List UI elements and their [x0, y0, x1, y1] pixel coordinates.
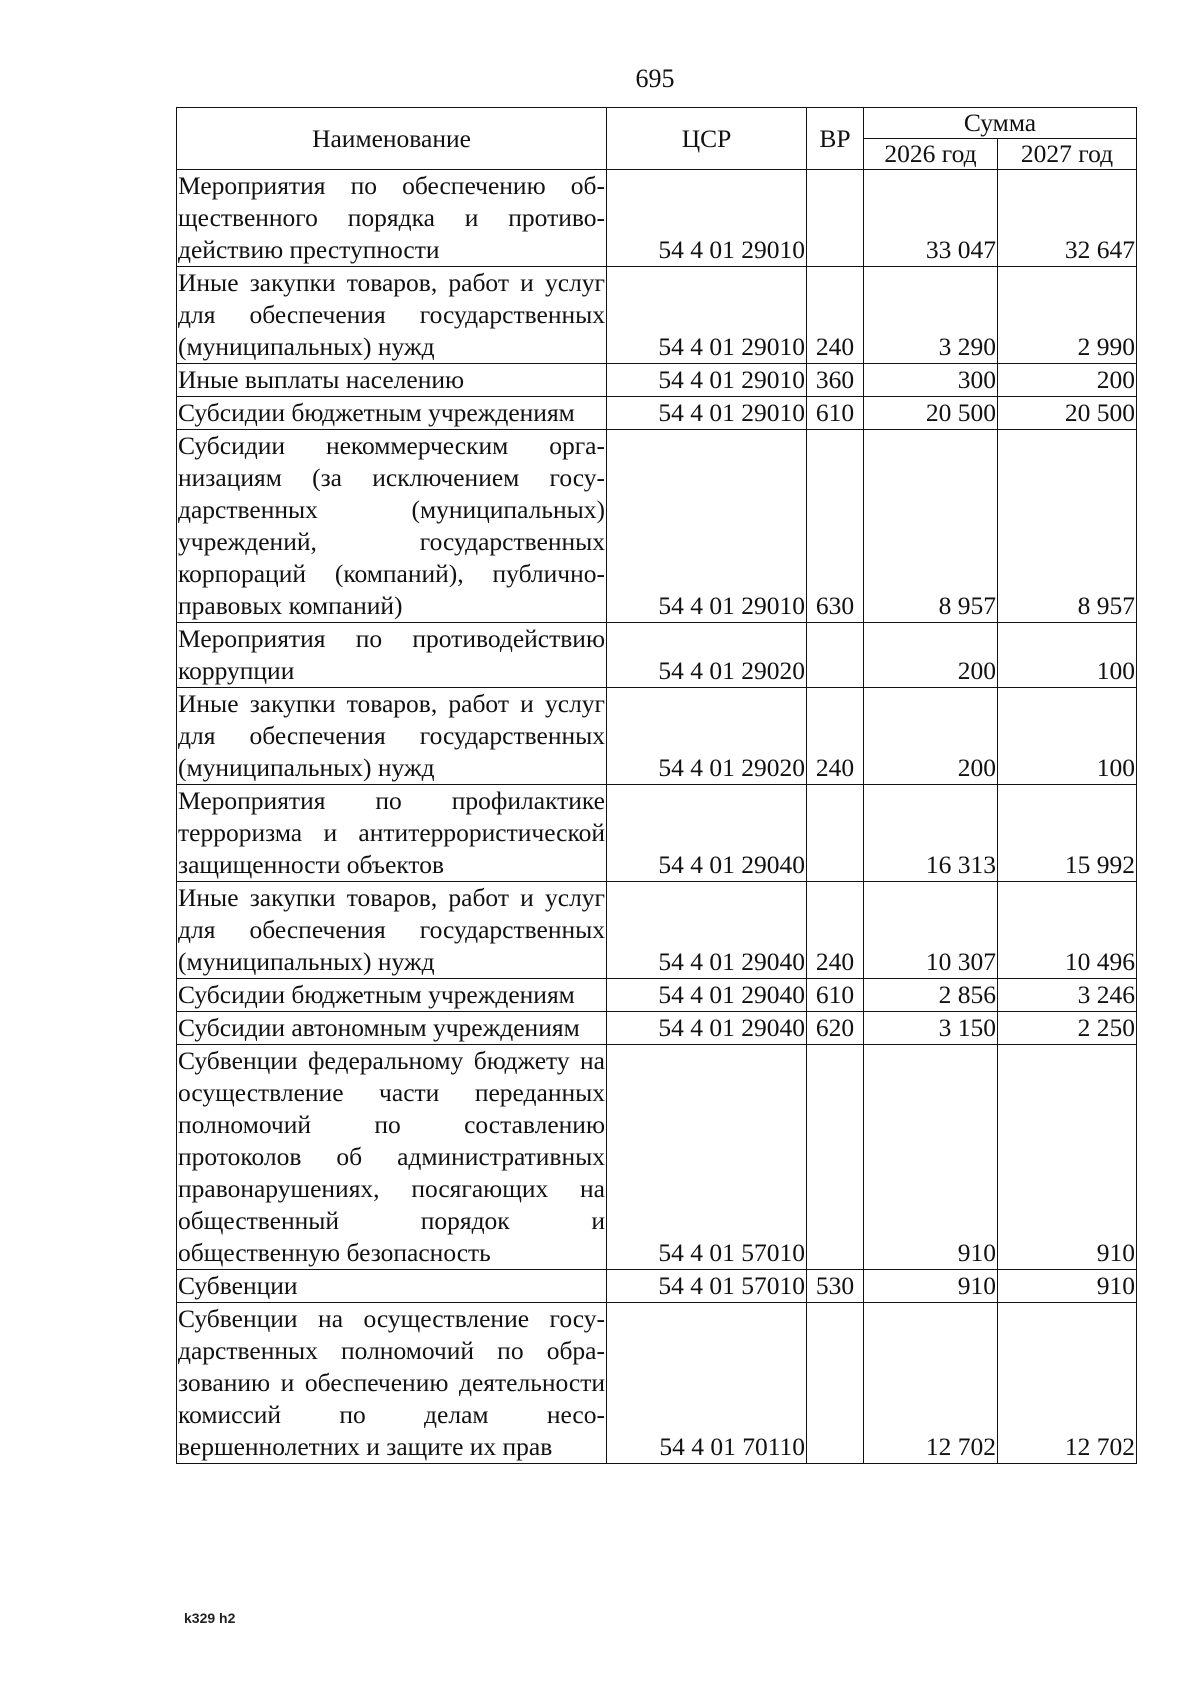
row-name: Иные закупки товаров, работ и услуг для обеспечения государственных (муниципальных) нужд	[177, 688, 607, 785]
table-row	[177, 1270, 1137, 1303]
row-sum-2026: 20 500	[864, 397, 998, 430]
row-vr: 610	[807, 979, 864, 1012]
row-csr: 54 4 01 29010	[607, 397, 807, 430]
row-sum-2026: 8 957	[864, 430, 998, 623]
row-sum-2026: 910	[864, 1270, 998, 1303]
row-name: Субсидии бюджетным учреждениям	[177, 979, 607, 1012]
footer-code: k329 h2	[184, 1610, 236, 1626]
row-vr	[807, 1303, 864, 1464]
row-sum-2027: 100	[998, 688, 1137, 785]
row-csr: 54 4 01 57010	[607, 1045, 807, 1270]
header-year-2026: 2026 год	[864, 139, 998, 170]
row-sum-2027: 2 250	[998, 1012, 1137, 1045]
row-sum-2027: 3 246	[998, 979, 1137, 1012]
table-row	[177, 979, 1137, 1012]
row-name: Субвенции федеральному бюджету на осуществление части переданных полномочий по составлению протоколов об административных правонарушениях, посягающих на общественный порядок и общественную безопасность	[177, 1045, 607, 1270]
row-vr: 530	[807, 1270, 864, 1303]
header-year-2027: 2027 год	[998, 139, 1137, 170]
row-sum-2026: 200	[864, 623, 998, 688]
row-vr: 360	[807, 364, 864, 397]
table-row	[177, 688, 1137, 785]
row-sum-2026: 10 307	[864, 882, 998, 979]
row-csr: 54 4 01 57010	[607, 1270, 807, 1303]
row-csr: 54 4 01 70110	[607, 1303, 807, 1464]
row-sum-2027: 910	[998, 1045, 1137, 1270]
row-sum-2027: 910	[998, 1270, 1137, 1303]
row-sum-2026: 12 702	[864, 1303, 998, 1464]
row-name: Мероприятия по противодействию коррупции	[177, 623, 607, 688]
row-name: Субвенции на осуществление государственных полномочий по образованию и обеспечению деятельности комиссий по делам несовершеннолетних и защите их прав	[177, 1303, 607, 1464]
row-sum-2026: 3 290	[864, 267, 998, 364]
table-row	[177, 397, 1137, 430]
row-name: Иные выплаты населению	[177, 364, 607, 397]
row-sum-2026: 300	[864, 364, 998, 397]
row-csr: 54 4 01 29020	[607, 623, 807, 688]
row-name: Субсидии бюджетным учреждениям	[177, 397, 607, 430]
row-sum-2026: 910	[864, 1045, 998, 1270]
header-vr: ВР	[807, 108, 864, 170]
row-name: Мероприятия по обеспечению общественного порядка и противодействию преступности	[177, 170, 607, 267]
row-sum-2026: 200	[864, 688, 998, 785]
row-name: Мероприятия по профилактике терроризма и антитеррористической защищенности объектов	[177, 785, 607, 882]
row-vr: 630	[807, 430, 864, 623]
row-name: Субвенции	[177, 1270, 607, 1303]
row-csr: 54 4 01 29010	[607, 170, 807, 267]
table-row	[177, 364, 1137, 397]
row-csr: 54 4 01 29040	[607, 785, 807, 882]
row-name: Субсидии некоммерческим организациям (за исключением государственных (муниципальных) учреждений, государственных корпораций (компаний), публично-правовых компаний)	[177, 430, 607, 623]
row-vr: 240	[807, 267, 864, 364]
row-vr: 620	[807, 1012, 864, 1045]
row-sum-2027: 32 647	[998, 170, 1137, 267]
row-sum-2027: 2 990	[998, 267, 1137, 364]
row-vr: 240	[807, 882, 864, 979]
table-body	[177, 170, 1137, 1464]
row-sum-2027: 10 496	[998, 882, 1137, 979]
row-name: Иные закупки товаров, работ и услуг для обеспечения государственных (муниципальных) нужд	[177, 267, 607, 364]
table-header	[177, 108, 1137, 170]
row-csr: 54 4 01 29040	[607, 1012, 807, 1045]
row-sum-2027: 20 500	[998, 397, 1137, 430]
row-sum-2027: 8 957	[998, 430, 1137, 623]
header-sum: Сумма	[864, 108, 1137, 139]
row-sum-2027: 100	[998, 623, 1137, 688]
table-row	[177, 1012, 1137, 1045]
row-csr: 54 4 01 29010	[607, 364, 807, 397]
row-csr: 54 4 01 29040	[607, 979, 807, 1012]
table-row	[177, 170, 1137, 267]
row-sum-2027: 12 702	[998, 1303, 1137, 1464]
row-vr	[807, 1045, 864, 1270]
page-number: 695	[635, 64, 675, 93]
row-name: Иные закупки товаров, работ и услуг для обеспечения государственных (муниципальных) нужд	[177, 882, 607, 979]
row-sum-2027: 15 992	[998, 785, 1137, 882]
table-row	[177, 623, 1137, 688]
row-vr	[807, 623, 864, 688]
row-sum-2027: 200	[998, 364, 1137, 397]
row-sum-2026: 3 150	[864, 1012, 998, 1045]
header-name: Наименование	[177, 108, 607, 170]
table-row	[177, 1303, 1137, 1464]
table-row	[177, 430, 1137, 623]
table-row	[177, 882, 1137, 979]
table-row	[177, 785, 1137, 882]
header-csr: ЦСР	[607, 108, 807, 170]
row-vr: 240	[807, 688, 864, 785]
row-vr	[807, 170, 864, 267]
budget-table	[176, 107, 1137, 1464]
row-csr: 54 4 01 29020	[607, 688, 807, 785]
row-csr: 54 4 01 29010	[607, 267, 807, 364]
row-vr: 610	[807, 397, 864, 430]
row-csr: 54 4 01 29040	[607, 882, 807, 979]
row-name: Субсидии автономным учреждениям	[177, 1012, 607, 1045]
row-sum-2026: 2 856	[864, 979, 998, 1012]
header-row-top	[177, 108, 1137, 139]
row-sum-2026: 16 313	[864, 785, 998, 882]
table-row	[177, 1045, 1137, 1270]
table-row	[177, 267, 1137, 364]
row-csr: 54 4 01 29010	[607, 430, 807, 623]
row-sum-2026: 33 047	[864, 170, 998, 267]
row-vr	[807, 785, 864, 882]
